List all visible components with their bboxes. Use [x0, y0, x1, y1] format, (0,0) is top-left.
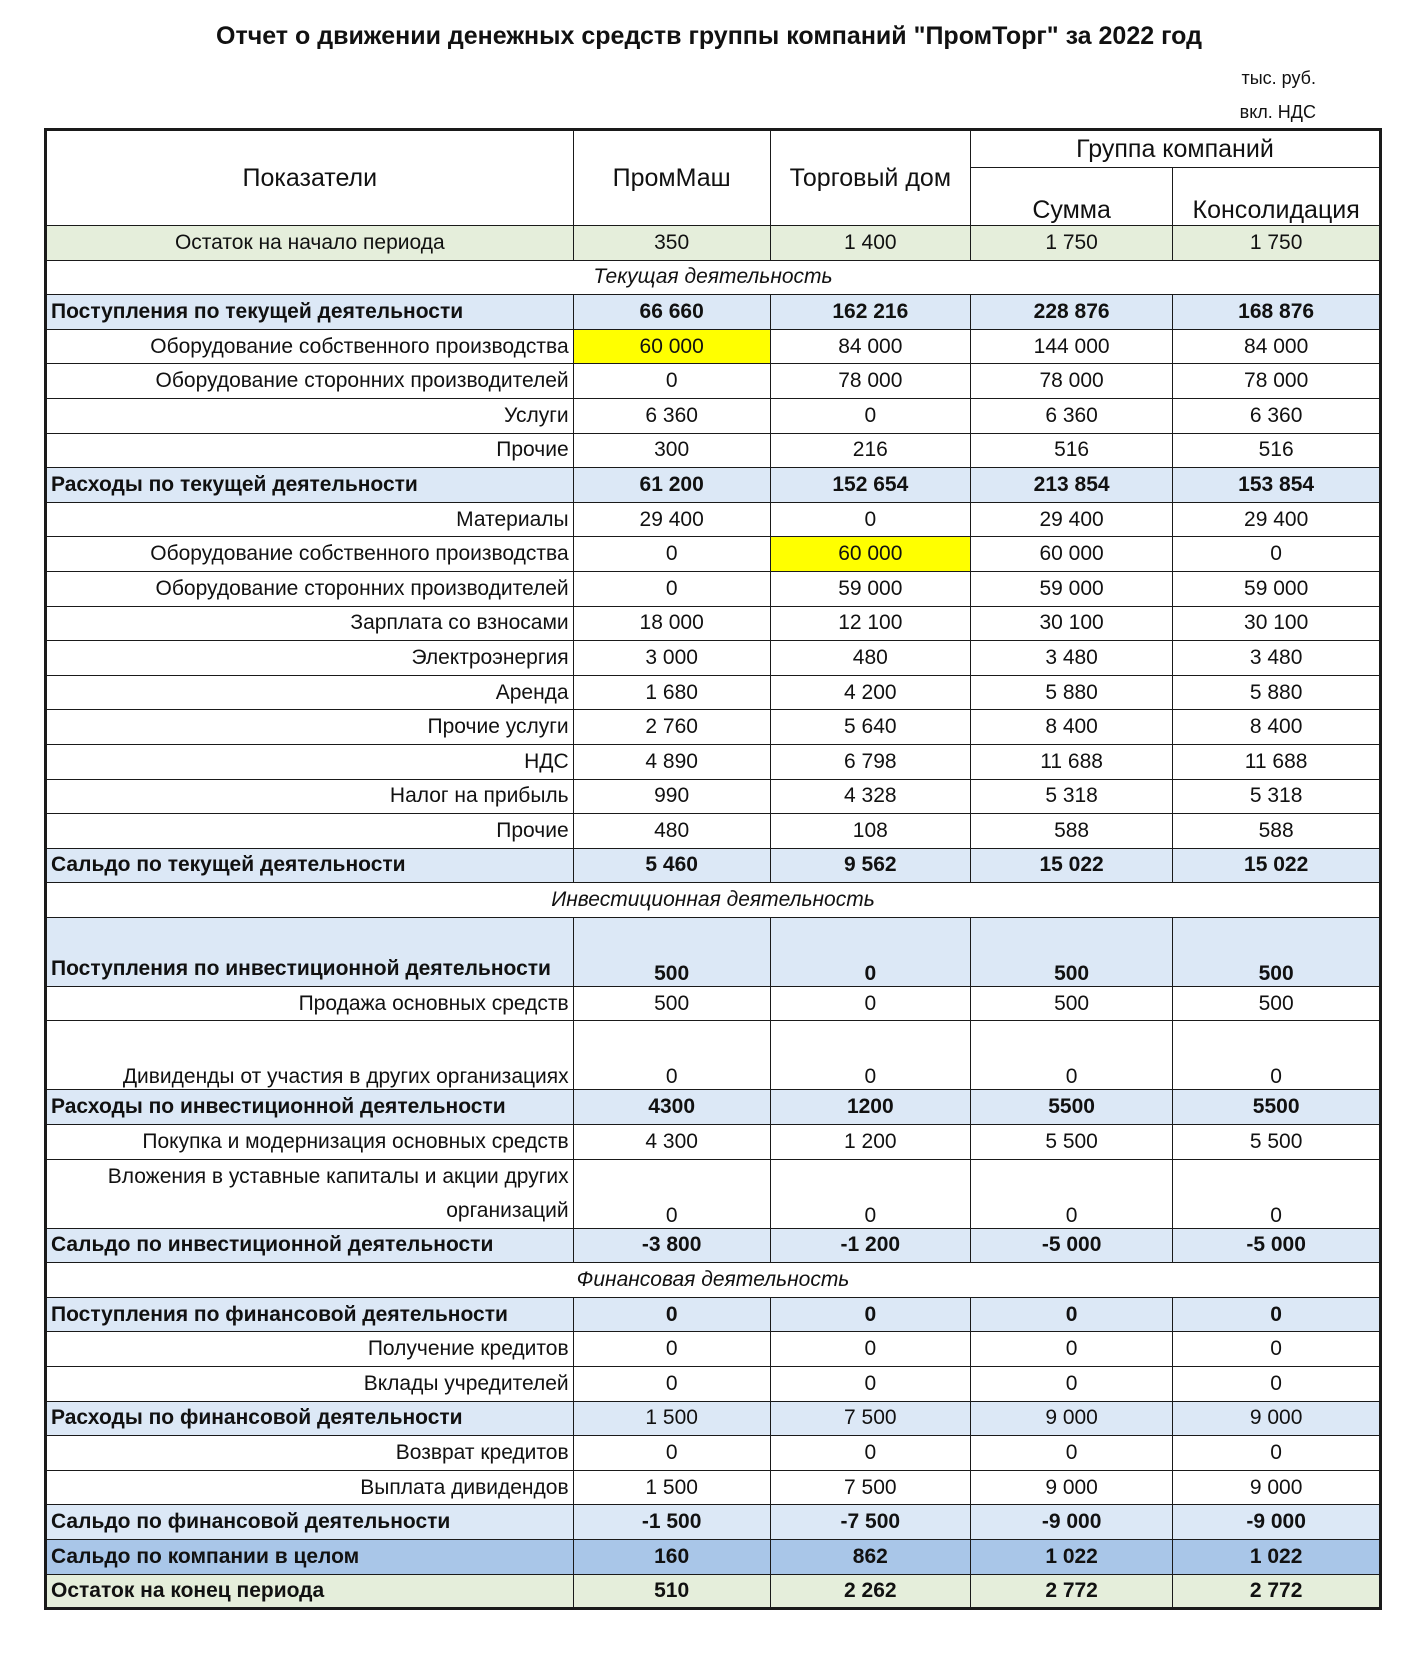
table-row: [46, 1574, 1381, 1609]
value-cell: 5 880: [1173, 675, 1381, 710]
section-header: Текущая деятельность: [46, 260, 1381, 295]
value-cell: -3 800: [573, 1228, 770, 1263]
value-cell: 500: [1173, 986, 1381, 1021]
value-cell: 66 660: [573, 295, 770, 330]
table-row: [46, 226, 1381, 261]
table-row: [46, 1228, 1381, 1263]
value-cell: 9 562: [770, 848, 970, 883]
value-cell: 990: [573, 779, 770, 814]
table-row: [46, 1505, 1381, 1540]
table-row: [46, 1540, 1381, 1575]
value-cell: 0: [573, 1436, 770, 1471]
value-cell: 30 100: [970, 606, 1172, 641]
value-cell: 516: [970, 433, 1172, 468]
row-label: Поступления по финансовой деятельности: [46, 1297, 574, 1332]
value-cell: 0: [970, 1159, 1172, 1228]
row-label: Вложения в уставные капиталы и акции других организаций: [46, 1159, 574, 1228]
value-cell: 7 500: [770, 1470, 970, 1505]
value-cell: 0: [573, 1159, 770, 1228]
value-cell: 0: [770, 917, 970, 986]
table-row: [46, 1401, 1381, 1436]
value-cell: 588: [1173, 814, 1381, 849]
value-cell: 5 318: [1173, 779, 1381, 814]
value-cell: 516: [1173, 433, 1381, 468]
value-cell: 15 022: [1173, 848, 1381, 883]
table-row: [46, 641, 1381, 676]
value-cell: 29 400: [970, 502, 1172, 537]
value-cell: 0: [1173, 1332, 1381, 1367]
value-cell: -9 000: [970, 1505, 1172, 1540]
value-cell: 1 400: [770, 226, 970, 261]
row-label: Вклады учредителей: [46, 1367, 574, 1402]
value-cell: 3 000: [573, 641, 770, 676]
row-label: Возврат кредитов: [46, 1436, 574, 1471]
value-cell: 588: [970, 814, 1172, 849]
value-cell: 6 360: [1173, 398, 1381, 433]
table-row: [46, 744, 1381, 779]
value-cell: 0: [970, 1021, 1172, 1090]
value-cell: 4300: [573, 1090, 770, 1125]
value-cell: 1 500: [573, 1470, 770, 1505]
table-row: [46, 883, 1381, 918]
table-row: [46, 986, 1381, 1021]
table-row: [46, 848, 1381, 883]
row-label: Расходы по финансовой деятельности: [46, 1401, 574, 1436]
value-cell: 153 854: [1173, 468, 1381, 503]
header-prommash: ПромМаш: [573, 130, 770, 226]
row-label: Дивиденды от участия в других организациях: [46, 1021, 574, 1090]
value-cell: 9 000: [1173, 1470, 1381, 1505]
row-label: Сальдо по инвестиционной деятельности: [46, 1228, 574, 1263]
table-row: [46, 433, 1381, 468]
value-cell: 0: [1173, 1436, 1381, 1471]
row-label: Сальдо по текущей деятельности: [46, 848, 574, 883]
table-row: [46, 398, 1381, 433]
value-cell: 0: [573, 537, 770, 572]
value-cell: 4 890: [573, 744, 770, 779]
value-cell: 6 360: [970, 398, 1172, 433]
value-cell: 228 876: [970, 295, 1172, 330]
value-cell: 0: [970, 1367, 1172, 1402]
value-cell: 2 262: [770, 1574, 970, 1609]
section-header: Финансовая деятельность: [46, 1263, 1381, 1298]
value-cell: 0: [970, 1332, 1172, 1367]
value-cell: 0: [573, 571, 770, 606]
row-label: Продажа основных средств: [46, 986, 574, 1021]
value-cell: 2 760: [573, 710, 770, 745]
value-cell: 500: [573, 917, 770, 986]
value-cell: 11 688: [1173, 744, 1381, 779]
value-cell: 59 000: [970, 571, 1172, 606]
value-cell: 5500: [970, 1090, 1172, 1125]
row-label: Выплата дивидендов: [46, 1470, 574, 1505]
value-cell: 11 688: [970, 744, 1172, 779]
value-cell: -1 200: [770, 1228, 970, 1263]
value-cell: 0: [770, 1332, 970, 1367]
value-cell: 216: [770, 433, 970, 468]
value-cell: 59 000: [1173, 571, 1381, 606]
value-cell: 0: [1173, 1297, 1381, 1332]
value-cell: 0: [970, 1436, 1172, 1471]
value-cell: 4 200: [770, 675, 970, 710]
table-row: [46, 1021, 1381, 1090]
value-cell: 1 750: [1173, 226, 1381, 261]
table-row: [46, 1297, 1381, 1332]
row-label: Услуги: [46, 398, 574, 433]
value-cell: 0: [573, 1332, 770, 1367]
value-cell: 0: [770, 1159, 970, 1228]
value-cell: -7 500: [770, 1505, 970, 1540]
table-row: [46, 814, 1381, 849]
table-row: [46, 779, 1381, 814]
value-cell: 213 854: [970, 468, 1172, 503]
value-cell: 0: [770, 1297, 970, 1332]
value-cell: 2 772: [1173, 1574, 1381, 1609]
value-cell: 0: [1173, 1367, 1381, 1402]
table-row: [46, 1263, 1381, 1298]
value-cell: 84 000: [770, 329, 970, 364]
report-title: Отчет о движении денежных средств группы компаний "ПромТорг" за 2022 год: [216, 22, 1202, 50]
table-row: [46, 502, 1381, 537]
value-cell: 15 022: [970, 848, 1172, 883]
value-cell: 0: [1173, 1021, 1381, 1090]
table-row: [46, 537, 1381, 572]
row-label: Сальдо по финансовой деятельности: [46, 1505, 574, 1540]
table-row: [46, 260, 1381, 295]
cash-flow-table: [44, 128, 1382, 1610]
table-row: [46, 1436, 1381, 1471]
value-cell: 168 876: [1173, 295, 1381, 330]
row-label: Оборудование собственного производства: [46, 537, 574, 572]
value-cell: 1 022: [970, 1540, 1172, 1575]
value-cell: 0: [770, 1436, 970, 1471]
value-cell: 0: [770, 1021, 970, 1090]
value-cell: 350: [573, 226, 770, 261]
row-label: Прочие: [46, 433, 574, 468]
value-cell: 78 000: [770, 364, 970, 399]
row-label: Оборудование сторонних производителей: [46, 364, 574, 399]
value-cell: 480: [573, 814, 770, 849]
value-cell: 0: [573, 364, 770, 399]
value-cell: 500: [1173, 917, 1381, 986]
value-cell: 1 500: [573, 1401, 770, 1436]
table-row: [46, 329, 1381, 364]
table-row: [46, 364, 1381, 399]
table-row: [46, 1367, 1381, 1402]
value-cell: 500: [970, 917, 1172, 986]
row-label: Получение кредитов: [46, 1332, 574, 1367]
table-row: [46, 571, 1381, 606]
value-cell: 29 400: [1173, 502, 1381, 537]
value-cell: 0: [770, 1367, 970, 1402]
value-cell: 2 772: [970, 1574, 1172, 1609]
row-label: Электроэнергия: [46, 641, 574, 676]
value-cell: 61 200: [573, 468, 770, 503]
value-cell: 162 216: [770, 295, 970, 330]
value-cell: 862: [770, 1540, 970, 1575]
value-cell: 60 000: [573, 329, 770, 364]
table-row: [46, 675, 1381, 710]
value-cell: 500: [573, 986, 770, 1021]
row-label: Материалы: [46, 502, 574, 537]
header-indicators: Показатели: [46, 130, 574, 226]
table-row: [46, 710, 1381, 745]
value-cell: 29 400: [573, 502, 770, 537]
vat-note: вкл. НДС: [1239, 102, 1316, 122]
value-cell: 59 000: [770, 571, 970, 606]
value-cell: 500: [970, 986, 1172, 1021]
value-cell: -5 000: [970, 1228, 1172, 1263]
value-cell: 9 000: [970, 1470, 1172, 1505]
table-row: [46, 1125, 1381, 1160]
value-cell: 0: [1173, 1159, 1381, 1228]
value-cell: 0: [770, 986, 970, 1021]
value-cell: 0: [970, 1297, 1172, 1332]
table-row: [46, 1470, 1381, 1505]
row-label: Сальдо по компании в целом: [46, 1540, 574, 1575]
value-cell: 0: [770, 398, 970, 433]
header-consolidation: Консолидация: [1173, 168, 1381, 226]
value-cell: 78 000: [970, 364, 1172, 399]
row-label: Покупка и модернизация основных средств: [46, 1125, 574, 1160]
row-label: Оборудование собственного производства: [46, 329, 574, 364]
value-cell: 0: [573, 1367, 770, 1402]
value-cell: 0: [573, 1021, 770, 1090]
value-cell: 5500: [1173, 1090, 1381, 1125]
section-header: Инвестиционная деятельность: [46, 883, 1381, 918]
value-cell: 4 328: [770, 779, 970, 814]
value-cell: 108: [770, 814, 970, 849]
unit-note: тыс. руб.: [1241, 68, 1316, 88]
row-label: Налог на прибыль: [46, 779, 574, 814]
value-cell: 8 400: [970, 710, 1172, 745]
table-row: [46, 1332, 1381, 1367]
row-label: Остаток на начало периода: [46, 226, 574, 261]
value-cell: 160: [573, 1540, 770, 1575]
value-cell: 9 000: [1173, 1401, 1381, 1436]
row-label: Расходы по текущей деятельности: [46, 468, 574, 503]
value-cell: 84 000: [1173, 329, 1381, 364]
value-cell: 3 480: [1173, 641, 1381, 676]
table-row: [46, 1090, 1381, 1125]
value-cell: 5 880: [970, 675, 1172, 710]
table-row: [46, 468, 1381, 503]
row-label: Расходы по инвестиционной деятельности: [46, 1090, 574, 1125]
value-cell: 1 680: [573, 675, 770, 710]
value-cell: 0: [573, 1297, 770, 1332]
value-cell: 78 000: [1173, 364, 1381, 399]
value-cell: 5 460: [573, 848, 770, 883]
value-cell: 6 798: [770, 744, 970, 779]
value-cell: 9 000: [970, 1401, 1172, 1436]
value-cell: 5 500: [970, 1125, 1172, 1160]
table-row: [46, 295, 1381, 330]
row-label: Аренда: [46, 675, 574, 710]
value-cell: 1 200: [770, 1125, 970, 1160]
value-cell: 300: [573, 433, 770, 468]
row-label: Зарплата со взносами: [46, 606, 574, 641]
value-cell: 12 100: [770, 606, 970, 641]
value-cell: 30 100: [1173, 606, 1381, 641]
value-cell: -1 500: [573, 1505, 770, 1540]
table-row: [46, 606, 1381, 641]
header-trade-house: Торговый дом: [770, 130, 970, 226]
value-cell: 480: [770, 641, 970, 676]
value-cell: 1 750: [970, 226, 1172, 261]
header-group: Группа компаний: [970, 130, 1380, 168]
table-row: [46, 917, 1381, 986]
value-cell: 5 500: [1173, 1125, 1381, 1160]
value-cell: -5 000: [1173, 1228, 1381, 1263]
value-cell: 3 480: [970, 641, 1172, 676]
value-cell: 6 360: [573, 398, 770, 433]
value-cell: -9 000: [1173, 1505, 1381, 1540]
value-cell: 5 318: [970, 779, 1172, 814]
value-cell: 5 640: [770, 710, 970, 745]
row-label: Поступления по инвестиционной деятельности: [46, 917, 574, 986]
value-cell: 60 000: [770, 537, 970, 572]
value-cell: 4 300: [573, 1125, 770, 1160]
value-cell: 1200: [770, 1090, 970, 1125]
row-label: Оборудование сторонних производителей: [46, 571, 574, 606]
table-row: [46, 1159, 1381, 1228]
row-label: Поступления по текущей деятельности: [46, 295, 574, 330]
value-cell: 152 654: [770, 468, 970, 503]
value-cell: 7 500: [770, 1401, 970, 1436]
row-label: Остаток на конец периода: [46, 1574, 574, 1609]
value-cell: 1 022: [1173, 1540, 1381, 1575]
value-cell: 18 000: [573, 606, 770, 641]
row-label: Прочие: [46, 814, 574, 849]
value-cell: 510: [573, 1574, 770, 1609]
row-label: НДС: [46, 744, 574, 779]
header-sum: Сумма: [970, 168, 1172, 226]
value-cell: 144 000: [970, 329, 1172, 364]
value-cell: 0: [1173, 537, 1381, 572]
row-label: Прочие услуги: [46, 710, 574, 745]
value-cell: 0: [770, 502, 970, 537]
value-cell: 60 000: [970, 537, 1172, 572]
value-cell: 8 400: [1173, 710, 1381, 745]
